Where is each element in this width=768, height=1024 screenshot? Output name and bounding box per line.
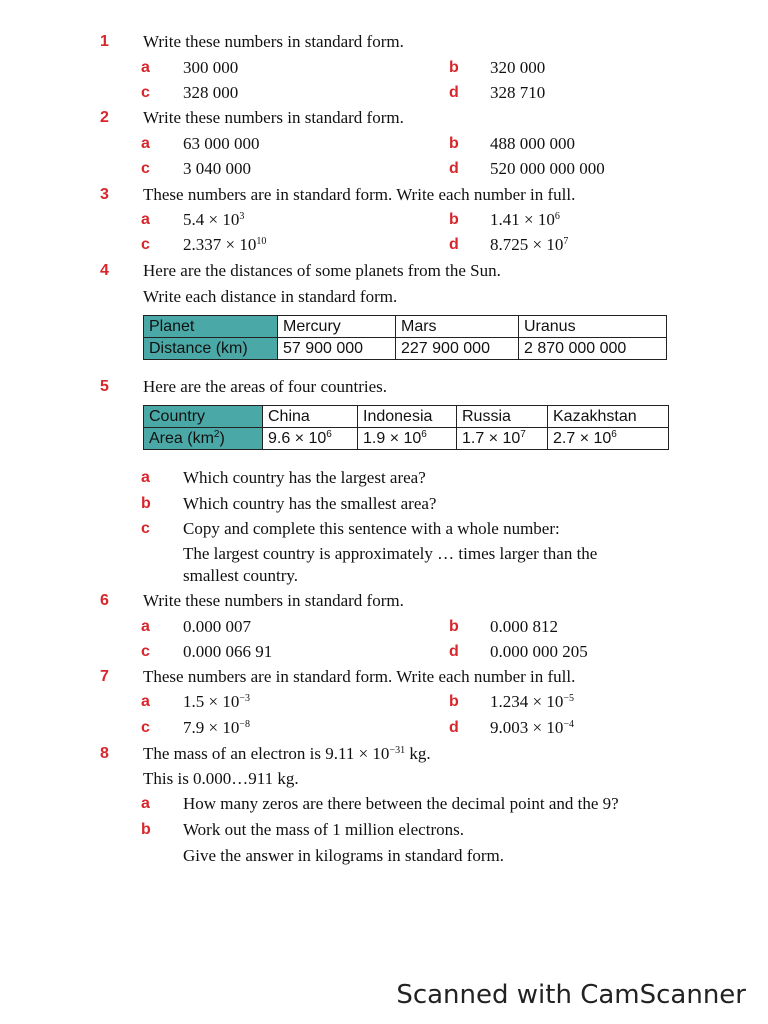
planet-distance-table	[143, 315, 667, 360]
table-cell: Mars	[396, 316, 519, 338]
part-label: b	[449, 135, 459, 152]
table-cell: Russia	[457, 406, 548, 428]
part-value: $1.234 \times 10^{-5}$	[490, 692, 574, 711]
question-number: 4	[100, 262, 109, 279]
part-value: 320 000	[490, 58, 546, 77]
question-text: Write these numbers in standard form.	[143, 591, 404, 610]
part-label: b	[449, 618, 459, 635]
part-label: d	[449, 84, 459, 101]
part-value: $7.9 \times 10^{-8}$	[183, 718, 250, 737]
table-header-cell: Distance (km)	[144, 338, 278, 360]
part-value: $1.41 \times 10^6$	[490, 210, 560, 229]
question-number: 8	[100, 745, 109, 762]
part-value: 0.000 066 91	[183, 642, 273, 661]
part-text: Which country has the largest area?	[183, 468, 426, 487]
scanner-watermark: Scanned with CamScanner	[396, 980, 746, 1010]
table-cell: $1.9 \times 10^6$	[358, 428, 457, 450]
question-number: 6	[100, 592, 109, 609]
table-header-cell: Area $(km^2)$	[144, 428, 263, 450]
part-label: a	[141, 693, 150, 710]
part-value: $1.5 \times 10^{-3}$	[183, 692, 250, 711]
table-cell: 2 870 000 000	[519, 338, 667, 360]
part-label: b	[449, 693, 459, 710]
part-text: smallest country.	[183, 566, 299, 585]
question-number: 2	[100, 109, 109, 126]
question-text: Write these numbers in standard form.	[143, 32, 404, 51]
part-value: 520 000 000 000	[490, 159, 605, 178]
part-value: $8.725 \times 10^7$	[490, 235, 569, 254]
table-cell: $1.7 \times 10^7$	[457, 428, 548, 450]
part-label: a	[141, 795, 150, 812]
table-cell: $2.7 \times 10^6$	[548, 428, 669, 450]
part-label: c	[141, 520, 150, 537]
table-cell: $9.6 \times 10^6$	[263, 428, 358, 450]
table-row	[144, 406, 669, 428]
part-label: c	[141, 643, 150, 660]
part-label: a	[141, 59, 150, 76]
question-text: Write these numbers in standard form.	[143, 108, 404, 127]
part-label: a	[141, 211, 150, 228]
table-cell: Uranus	[519, 316, 667, 338]
question-text: Here are the distances of some planets from the Sun.	[143, 261, 501, 280]
part-value: 0.000 000 205	[490, 642, 588, 661]
part-value: 328 000	[183, 83, 239, 102]
question-text: Here are the areas of four countries.	[143, 377, 388, 396]
part-label: d	[449, 719, 459, 736]
part-value: $9.003 \times 10^{-4}$	[490, 718, 574, 737]
part-label: a	[141, 618, 150, 635]
question-number: 7	[100, 668, 109, 685]
part-text: Give the answer in kilograms in standard form.	[183, 846, 505, 865]
table-cell: China	[263, 406, 358, 428]
part-text: How many zeros are there between the decimal point and the 9?	[183, 794, 619, 813]
part-value: 300 000	[183, 58, 239, 77]
part-value: 488 000 000	[490, 134, 575, 153]
table-header-cell: Planet	[144, 316, 278, 338]
part-value: $5.4 \times 10^3$	[183, 210, 245, 229]
part-label: b	[449, 211, 459, 228]
part-label: c	[141, 719, 150, 736]
part-text: The largest country is approximately … times larger than the	[183, 544, 598, 563]
part-label: c	[141, 236, 150, 253]
question-text: This is 0.000…911 kg.	[143, 769, 299, 788]
question-text: The mass of an electron is $9.11 \times 10^{-31}$ kg.	[143, 744, 431, 763]
part-label: b	[449, 59, 459, 76]
part-value: 63 000 000	[183, 134, 260, 153]
part-text: Work out the mass of 1 million electrons.	[183, 820, 464, 839]
country-area-table	[143, 405, 669, 450]
part-text: Copy and complete this sentence with a whole number:	[183, 519, 560, 538]
table-header-cell: Country	[144, 406, 263, 428]
table-cell: 57 900 000	[278, 338, 396, 360]
question-text: These numbers are in standard form. Write each number in full.	[143, 185, 576, 204]
table-cell: 227 900 000	[396, 338, 519, 360]
table-cell: Mercury	[278, 316, 396, 338]
table-cell: Kazakhstan	[548, 406, 669, 428]
part-value: 328 710	[490, 83, 546, 102]
part-label: a	[141, 469, 150, 486]
question-number: 3	[100, 186, 109, 203]
part-label: c	[141, 160, 150, 177]
table-row	[144, 428, 669, 450]
part-label: b	[141, 821, 151, 838]
part-label: d	[449, 236, 459, 253]
table-row	[144, 316, 667, 338]
question-text: These numbers are in standard form. Write each number in full.	[143, 667, 576, 686]
question-number: 1	[100, 33, 109, 50]
part-label: b	[141, 495, 151, 512]
part-label: a	[141, 135, 150, 152]
table-row	[144, 338, 667, 360]
part-value: 0.000 812	[490, 617, 558, 636]
part-label: d	[449, 643, 459, 660]
table-cell: Indonesia	[358, 406, 457, 428]
part-label: d	[449, 160, 459, 177]
part-value: 0.000 007	[183, 617, 251, 636]
question-text: Write each distance in standard form.	[143, 287, 398, 306]
part-value: 3 040 000	[183, 159, 251, 178]
question-number: 5	[100, 378, 109, 395]
part-value: $2.337 \times 10^{10}$	[183, 235, 267, 254]
part-label: c	[141, 84, 150, 101]
part-text: Which country has the smallest area?	[183, 494, 437, 513]
